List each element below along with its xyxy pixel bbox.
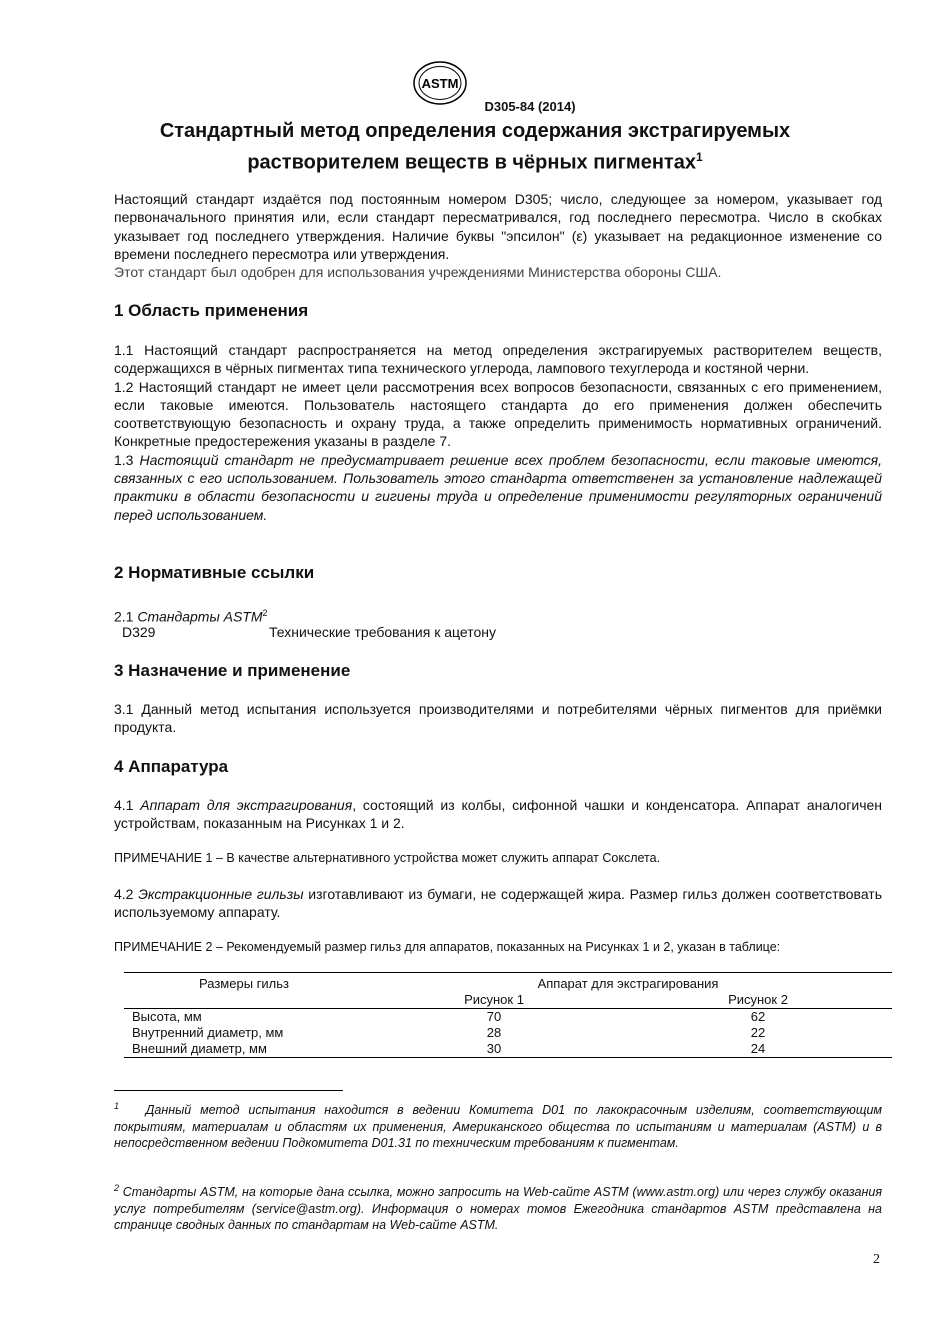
section-2-body bbox=[114, 604, 882, 626]
document-title bbox=[100, 118, 850, 176]
table-fig1-header: Рисунок 1 bbox=[364, 992, 624, 1009]
footnote-1-mark: 1 bbox=[114, 1101, 120, 1111]
row-label: Внешний диаметр, мм bbox=[124, 1041, 364, 1058]
row-value-fig2: 24 bbox=[624, 1041, 892, 1058]
section-2-heading: 2 Нормативные ссылки bbox=[114, 563, 315, 582]
para-4-1-term: Аппарат для экстрагирования bbox=[140, 797, 353, 813]
para-4-2 bbox=[114, 885, 882, 922]
table-row bbox=[124, 1041, 892, 1058]
svg-text:ASTM: ASTM bbox=[421, 76, 459, 91]
footnote-2-mark: 2 bbox=[262, 608, 268, 618]
row-value-fig2: 62 bbox=[750, 1009, 766, 1024]
intro bbox=[114, 190, 882, 281]
note-2: ПРИМЕЧАНИЕ 2 – Рекомендуемый размер гильз для аппаратов, показанных на Рисунках 1 и 2, указан в таблице: bbox=[114, 940, 781, 954]
row-label: Внутренний диаметр, мм bbox=[132, 1025, 284, 1040]
designation: D305-84 (2014) bbox=[484, 99, 576, 114]
para-4-2-text: изготавливают из бумаги, не содержащей жира. Размер гильз должен соответствовать используемому аппарату. bbox=[114, 886, 883, 921]
table-row bbox=[124, 1009, 892, 1026]
table-row bbox=[124, 1025, 892, 1041]
para-4-1-text: , состоящий из колбы, сифонной чашки и конденсатора. Аппарат аналогичен устройствам, показанным на Рисунках 1 и 2. bbox=[114, 797, 883, 832]
section-1-heading: 1 Область применения bbox=[114, 301, 309, 320]
page-number: 2 bbox=[873, 1252, 880, 1267]
para-4-1 bbox=[114, 796, 882, 833]
reference-row bbox=[122, 624, 496, 640]
para-4-2-term: Экстракционные гильзы bbox=[138, 886, 304, 902]
intro-para-1: Настоящий стандарт издаётся под постоянным номером D305; число, следующее за номером, указывает год первоначального принятия или, если стандарт пересматривался, год последнего пересмотра. Число в скобках указывает год последнего утверждения. Наличие буквы "эпсилон" (ε) указывает на редакционное изменение со времени последнего пересмотра или утверждения. bbox=[114, 191, 882, 262]
section-1-body bbox=[114, 341, 882, 524]
reference-title: Технические требования к ацетону bbox=[269, 624, 496, 640]
table-col-header: Размеры гильз bbox=[124, 973, 364, 993]
para-1-3 bbox=[114, 451, 882, 524]
row-value-fig2: 22 bbox=[750, 1025, 766, 1040]
thimble-size-table bbox=[124, 972, 892, 1058]
title-footnote-mark: 1 bbox=[695, 150, 703, 164]
footnote-2-mark-bottom: 2 bbox=[114, 1183, 120, 1193]
para-1-3-text: Настоящий стандарт не предусматривает решение всех проблем безопасности, если таковые имеются, связанных с его использованием. Пользователь этого стандарта ответственен за установление надлежащей практики в области безопасности и гигиены труда и определение применимости регуляторных ограничений перед использованием. bbox=[114, 451, 882, 523]
footnote-1-text: Данный метод испытания находится в ведении Комитета D01 по лакокрасочным изделиям, соответствующим покрытиям, материалам и областям их применения, Американского общества по испытаниям и материалам (ASTM) и в непосредственном ведении Подкомитета D01.31 по техническим требованиям к пигментам. bbox=[114, 1103, 882, 1151]
footnote-1 bbox=[114, 1098, 882, 1152]
para-1-3-number: 1.3 bbox=[114, 451, 134, 468]
para-1-1: 1.1 Настоящий стандарт распространяется на метод определения экстрагируемых растворителем веществ, содержащихся в чёрных пигментах типа технического углерода, лампового техуглерода и костяной черни. bbox=[114, 342, 882, 377]
note-1: ПРИМЕЧАНИЕ 1 – В качестве альтернативного устройства может служить аппарат Сокслета. bbox=[114, 851, 661, 865]
row-value-fig1: 30 bbox=[364, 1041, 624, 1058]
row-label: Высота, мм bbox=[132, 1009, 202, 1024]
para-4-2-number: 4.2 bbox=[114, 886, 134, 902]
title-text: Стандартный метод определения содержания экстрагируемых растворителем веществ в чёрных пигментах bbox=[159, 120, 791, 174]
section-3-body bbox=[114, 700, 882, 737]
footnote-rule bbox=[114, 1090, 343, 1091]
para-2-1-title: Стандарты ASTM bbox=[137, 608, 263, 625]
table-fig2-header: Рисунок 2 bbox=[624, 992, 892, 1009]
section-4-heading: 4 Аппаратура bbox=[114, 757, 229, 776]
para-2-1-number: 2.1 bbox=[114, 608, 134, 625]
intro-para-2: Этот стандарт был одобрен для использования учреждениями Министерства обороны США. bbox=[114, 264, 722, 281]
row-value-fig1: 70 bbox=[486, 1009, 502, 1024]
row-value-fig1: 28 bbox=[486, 1025, 502, 1040]
reference-code: D329 bbox=[122, 624, 156, 640]
para-4-1-number: 4.1 bbox=[114, 797, 134, 813]
para-3-1: 3.1 Данный метод испытания используется производителями и потребителями чёрных пигментов для приёмки продукта. bbox=[114, 701, 882, 736]
table-group-header: Аппарат для экстрагирования bbox=[364, 973, 892, 993]
footnote-2 bbox=[114, 1180, 882, 1234]
footnote-2-text: Стандарты ASTM, на которые дана ссылка, можно запросить на Web-сайте ASTM (www.astm.org) или через службу оказания услуг потребителям (service@astm.org). Информация о номерах томов Ежегодника стандартов ASTM представлена на странице сводных данных по стандартам на Web-сайте ASTM. bbox=[114, 1185, 882, 1233]
para-1-2: 1.2 Настоящий стандарт не имеет цели рассмотрения всех вопросов безопасности, связанных с его применением, если таковые имеются. Пользователь настоящего стандарта до его применения должен обеспечить соответствующую безопасность и охрану труда, а также определить применимость нормативных ограничений. Конкретные предостережения указаны в разделе 7. bbox=[114, 378, 882, 450]
section-3-heading: 3 Назначение и применение bbox=[114, 661, 351, 680]
